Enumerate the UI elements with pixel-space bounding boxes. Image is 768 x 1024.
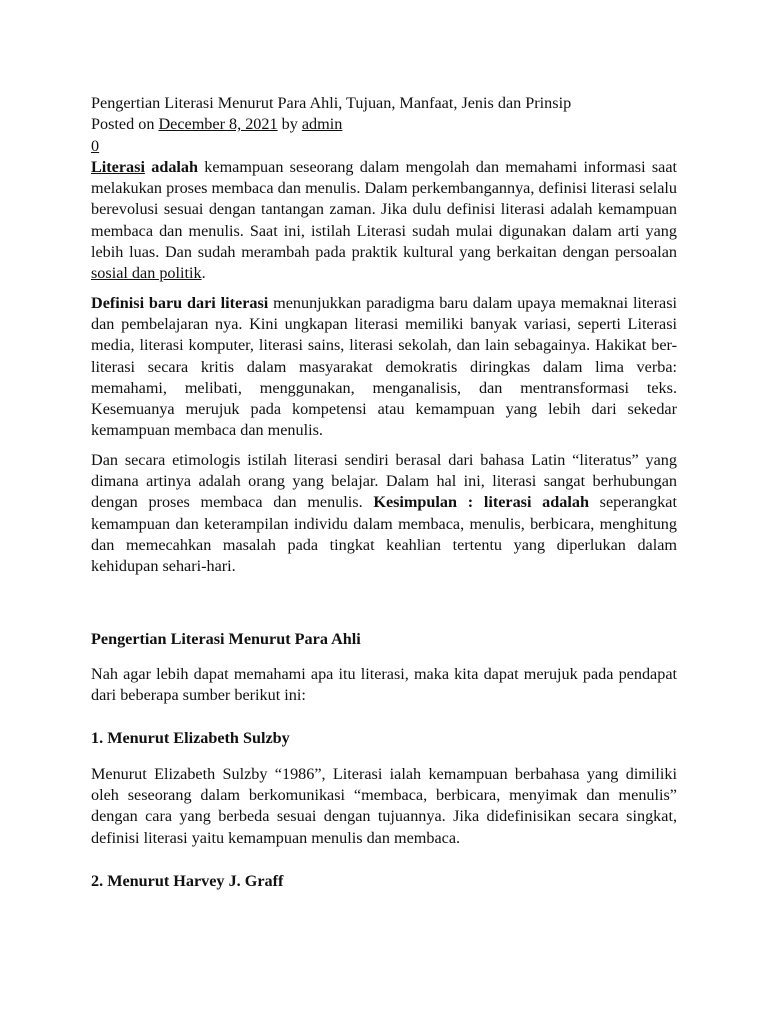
article-title: Pengertian Literasi Menurut Para Ahli, Tujuan, Manfaat, Jenis dan Prinsip [91, 94, 572, 112]
by-label: by [281, 115, 298, 134]
kesimpulan-bold: Kesimpulan : literasi adalah [373, 493, 589, 512]
ahli-intro-paragraph: Nah agar lebih dapat memahami apa itu literasi, maka kita dapat merujuk pada pendapat dari beberapa sumber berikut ini: [91, 664, 677, 705]
intro-text: kemampuan seseorang dalam mengolah dan memahami informasi saat melakukan proses membaca dan menulis. Dalam perkembangannya, definisi literasi selalu berevolusi sesuai dengan tantangan zaman. Jika dulu definisi literasi adalah kemampuan membaca dan menulis. Saat ini, istilah Literasi sudah mulai digunakan dalam arti yang lebih luas. Dan sudah merambah pada praktik kultural yang berkaitan dengan persoalan [91, 157, 678, 262]
post-date-link[interactable]: December 8, 2021 [158, 115, 278, 134]
term-literasi: Literasi [91, 157, 145, 176]
etimologi-text-2: seperangkat kemampuan dan keterampilan individu dalam membaca, menulis, berbicara, menghitung dan memecahkan masalah pada tingkat keahlian tertentu yang diperlukan dalam kehidupan sehari-hari. [91, 493, 677, 576]
etimologi-text-1: Dan secara etimologis istilah literasi sendiri berasal dari bahasa Latin “literatus” yang dimana artinya adalah orang yang belajar. Dalam hal ini, literasi sangat berhubungan dengan proses membaca dan menulis. [91, 450, 677, 512]
gap [91, 750, 677, 764]
comments-line [91, 136, 677, 157]
gap [91, 857, 677, 871]
gap [91, 714, 677, 728]
post-meta [91, 114, 677, 135]
posted-on-label: Posted on [91, 115, 155, 134]
article [91, 93, 677, 892]
definisi-bold: Definisi baru dari literasi [91, 293, 269, 312]
gap [91, 650, 677, 664]
etimologi-paragraph [91, 450, 677, 578]
subheading-harvey-graff: 2. Menurut Harvey J. Graff [91, 871, 284, 890]
sosial-politik-link[interactable]: sosial dan politik [91, 264, 202, 283]
subheading-elizabeth-sulzby: 1. Menurut Elizabeth Sulzby [91, 729, 290, 748]
intro-end: . [201, 264, 206, 283]
comments-count-link[interactable]: 0 [91, 136, 100, 155]
definisi-paragraph [91, 293, 677, 442]
intro-paragraph [91, 157, 677, 285]
term-adalah: adalah [151, 157, 199, 176]
section-spacer [91, 586, 677, 629]
definisi-text: menunjukkan paradigma baru dalam upaya memaknai literasi dan pembelajaran nya. Kini ungkapan literasi memiliki banyak variasi, seperti Literasi media, literasi komputer, literasi sains, literasi sekolah, dan lain sebagainya. Hakikat ber-literasi secara kritis dalam masyarakat demokratis diringkas dalam lima verba: memahami, melibati, menggunakan, menganalisis, dan mentransformasi teks. Kesemuanya merujuk pada kompetensi atau kemampuan yang lebih dari sekedar kemampuan membaca dan menulis. [91, 293, 677, 440]
section-heading-ahli: Pengertian Literasi Menurut Para Ahli [91, 629, 361, 648]
sulzby-paragraph: Menurut Elizabeth Sulzby “1986”, Literasi ialah kemampuan berbahasa yang dimiliki oleh seseorang dalam berkomunikasi “membaca, berbicara, menyimak dan menulis” dengan cara yang berbeda sesuai dengan tujuannya. Jika didefinisikan secara singkat, definisi literasi yaitu kemampuan menulis dan membaca. [91, 764, 677, 847]
author-link[interactable]: admin [301, 115, 343, 134]
